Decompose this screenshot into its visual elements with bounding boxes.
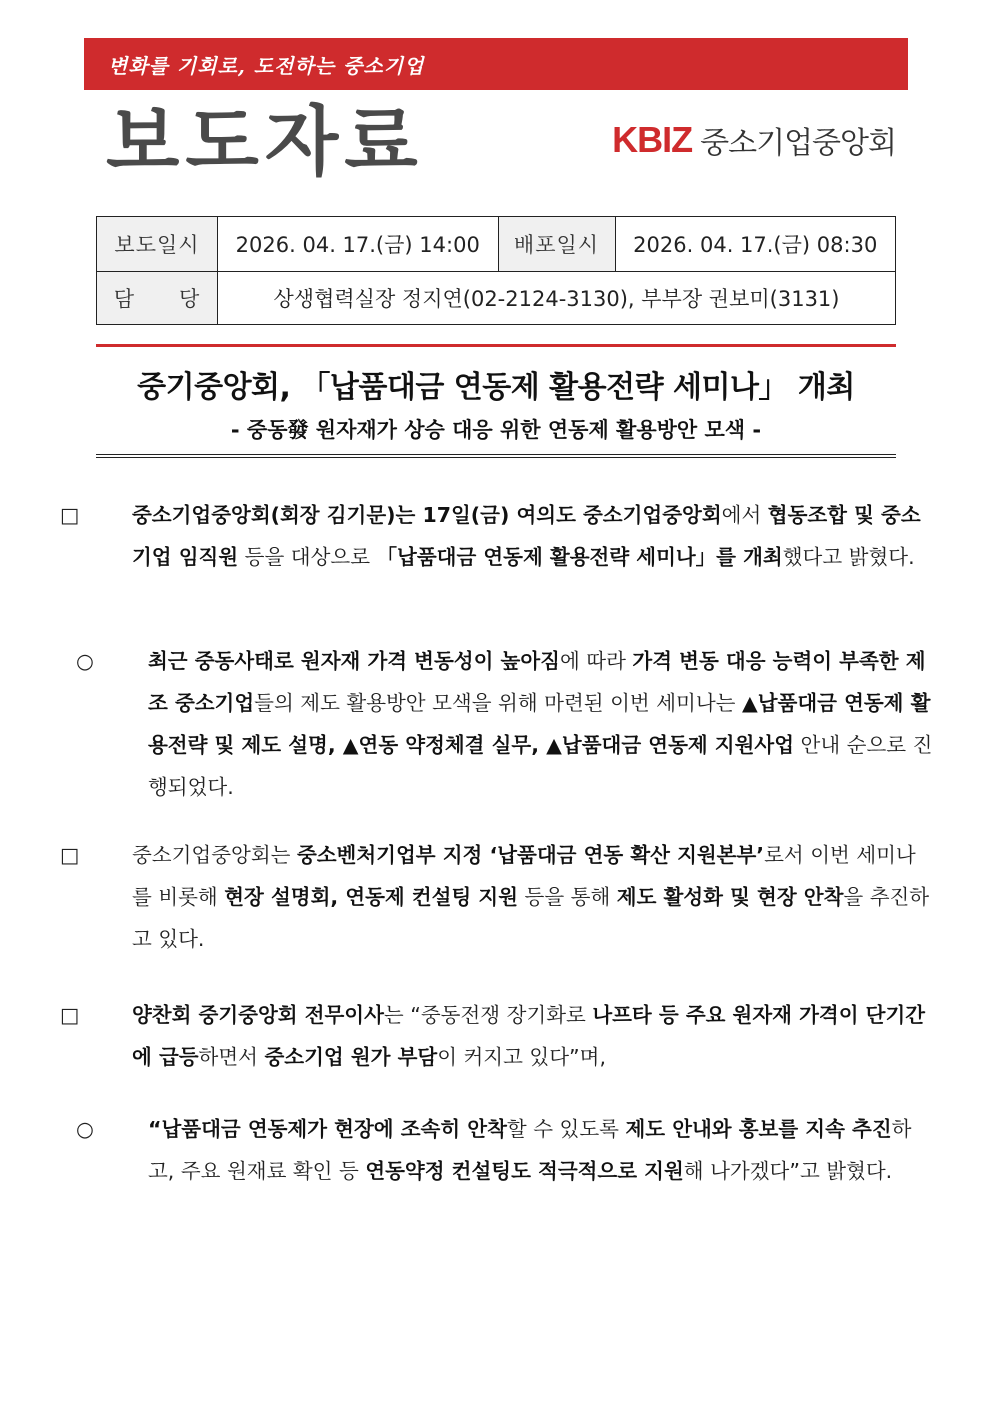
p3-bold-d: 현장 설명회, 연동제 컨설팅 지원	[224, 885, 519, 909]
p3-text-g: 을 추진하고 있다.	[132, 885, 930, 951]
subheadline: - 중동發 원자재가 상승 대응 위한 연동제 활용방안 모색 -	[230, 418, 762, 442]
p1-text-b: 에서	[721, 503, 768, 527]
red-divider	[96, 344, 896, 347]
circle-bullet-icon: ○	[76, 1117, 94, 1141]
double-divider	[96, 454, 896, 458]
release-value: 2026. 04. 17.(금) 14:00	[218, 217, 499, 272]
p5-text-b: 할 수 있도록	[506, 1117, 626, 1141]
p4-bold-a: 양찬회 중기중앙회 전무이사	[132, 1003, 384, 1027]
p3-text-e: 등을 통해	[518, 885, 617, 909]
p1-bold-a: 중소기업중앙회(회장 김기문)는 17일(금) 여의도 중소기업중앙회	[132, 503, 722, 527]
p4-text-d: 하면서	[198, 1045, 265, 1069]
slogan-banner	[84, 38, 908, 90]
p5-text-d: 하고, 주요 원재료 확인 등	[148, 1117, 912, 1183]
kbiz-logo	[612, 118, 896, 162]
page-title: 보도자료	[106, 97, 424, 186]
headline: 중기중앙회, 「납품대금 연동제 활용전략 세미나」 개최	[137, 370, 855, 405]
p4-text-b: 는 “중동전쟁 장기화로	[383, 1003, 593, 1027]
p4-bold-e: 중소기업 원가 부담	[264, 1045, 438, 1069]
p3-text-c: 로서 이번 세미나를 비롯해	[132, 843, 916, 909]
paragraph-1	[60, 494, 934, 578]
p5-bold-c: 제도 안내와 홍보를 지속 추진	[625, 1117, 892, 1141]
paragraph-4	[60, 994, 934, 1078]
square-bullet-icon: □	[60, 503, 80, 527]
release-row	[97, 217, 896, 272]
paragraph-2	[76, 640, 934, 808]
distribute-value: 2026. 04. 17.(금) 08:30	[615, 217, 896, 272]
logo-org-name: 중소기업중앙회	[700, 126, 896, 161]
p1-text-f: 했다고 밝혔다.	[782, 545, 915, 569]
p3-bold-f: 제도 활성화 및 현장 안착	[616, 885, 844, 909]
p3-bold-b: 중소벤처기업부 지정 ‘납품대금 연동 확산 지원본부’	[296, 843, 765, 867]
p5-bold-e: 연동약정 컨설팅도 적극적으로 지원	[365, 1159, 684, 1183]
contact-label: 담 당	[97, 272, 218, 325]
p2-text-d: 들의 제도 활용방안 모색을 위해 마련된 이번 세미나는	[254, 691, 742, 715]
p3-text-a: 중소기업중앙회는	[132, 843, 297, 867]
p2-text-b: 에 따라	[559, 649, 633, 673]
p2-text-f: 안내 순으로 진행되었다.	[148, 733, 933, 799]
circle-bullet-icon: ○	[76, 649, 94, 673]
logo-kbiz-text: KBIZ	[612, 119, 693, 160]
p2-bold-e: ▲납품대금 연동제 활용전략 및 제도 설명, ▲연동 약정체결 실무, ▲납품대금 연동제 지원사업	[148, 691, 931, 757]
contact-value: 상생협력실장 정지연(02-2124-3130), 부부장 권보미(3131)	[218, 272, 896, 325]
release-info-table	[96, 216, 896, 325]
p4-bold-c: 나프타 등 주요 원자재 가격이 단기간에 급등	[132, 1003, 926, 1069]
release-label: 보도일시	[97, 217, 218, 272]
p1-bold-e: 「납품대금 연동제 활용전략 세미나」를 개최	[376, 545, 783, 569]
p2-bold-c: 가격 변동 대응 능력이 부족한 제조 중소기업	[148, 649, 926, 715]
p4-text-f: 이 커지고 있다”며,	[437, 1045, 606, 1069]
slogan-text: 변화를 기회로, 도전하는 중소기업	[108, 54, 425, 78]
paragraph-3	[60, 834, 934, 960]
paragraph-5	[76, 1108, 934, 1192]
p5-text-f: 해 나가겠다”고 밝혔다.	[683, 1159, 893, 1183]
contact-row	[97, 272, 896, 325]
p2-bold-a: 최근 중동사태로 원자재 가격 변동성이 높아짐	[148, 649, 560, 673]
p1-bold-c: 협동조합 및 중소기업 임직원	[132, 503, 921, 569]
square-bullet-icon: □	[60, 1003, 80, 1027]
p1-text-d: 등을 대상으로	[238, 545, 377, 569]
distribute-label: 배포일시	[498, 217, 615, 272]
square-bullet-icon: □	[60, 843, 80, 867]
p5-bold-a: “납품대금 연동제가 현장에 조속히 안착	[148, 1117, 507, 1141]
